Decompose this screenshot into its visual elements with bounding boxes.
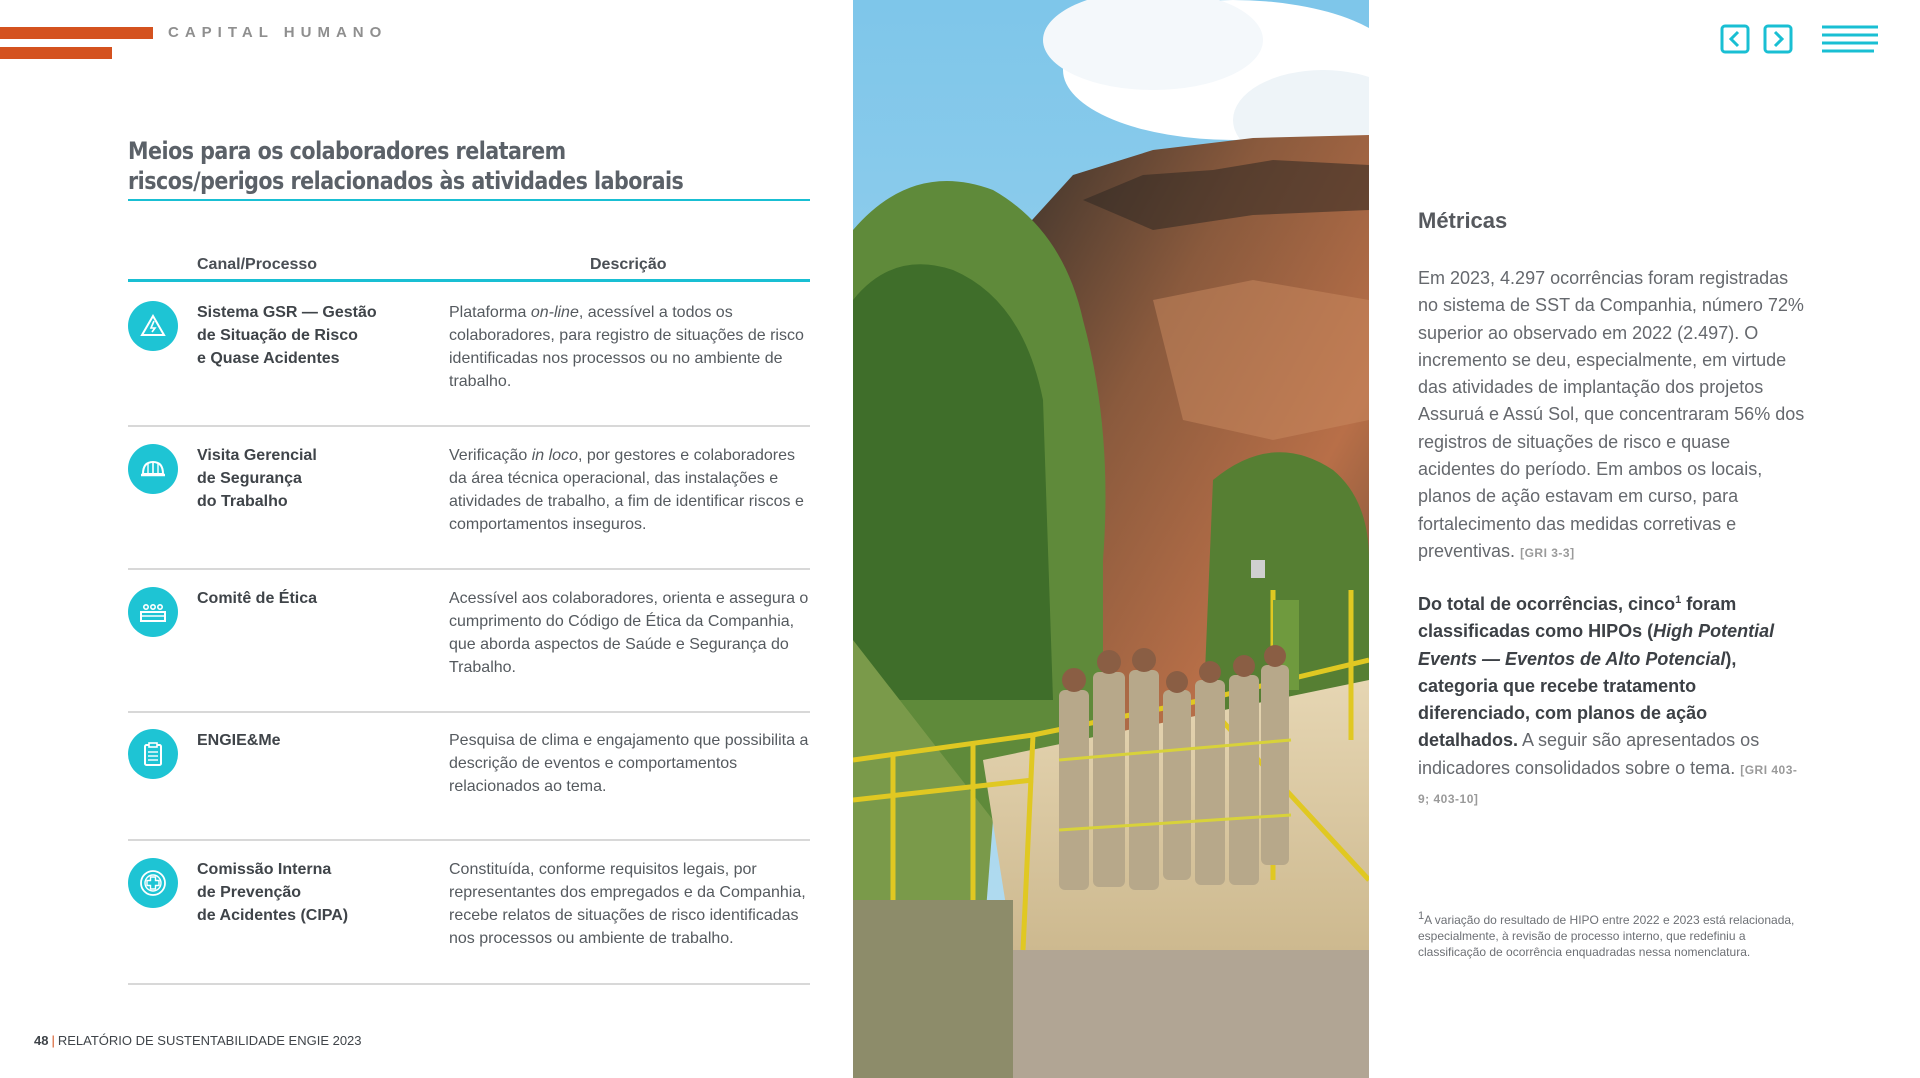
desc-text: , por gestores e colaboradores da área técnica operacional, das instalações e atividades de trabalho, a fim de identificar riscos e comportamentos inseguros. [449, 447, 804, 533]
warning-triangle-icon [128, 301, 178, 351]
desc-text: Constituída, conforme requisitos legais, por representantes dos empregados e da Companhia, recebe relatos de situações de risco identificadas nos processos ou ambiente de trabalho. [449, 861, 806, 947]
table-title [128, 136, 713, 196]
gri-reference: [GRI 3-3] [1520, 545, 1575, 560]
canal-name [197, 587, 397, 610]
clipboard-icon [128, 729, 178, 779]
paragraph-text: A seguir são apresentados os indicadores consolidados sobre o tema. [1418, 730, 1760, 778]
committee-people-icon [128, 587, 178, 637]
title-divider [128, 199, 810, 201]
canal-line: Visita Gerencial [197, 447, 317, 464]
accent-bar-top [0, 27, 153, 39]
canal-description [449, 301, 811, 393]
desc-text: Plataforma [449, 304, 531, 321]
canal-line: de Situação de Risco [197, 327, 358, 344]
footnote-text: A variação do resultado de HIPO entre 2022 e 2023 está relacionada, especialmente, à revisão de processo interno, que redefiniu a classificação de ocorrência enquadradas nessa nomenclatura. [1418, 913, 1795, 959]
table-title-line-2: riscos/perigos relacionados às atividades laborais [128, 167, 684, 195]
canal-name [197, 444, 397, 513]
desc-text: Pesquisa de clima e engajamento que possibilita a descrição de eventos e comportamentos relacionados ao tema. [449, 732, 809, 795]
canal-line: de Prevenção [197, 884, 302, 901]
hard-hat-icon [128, 444, 178, 494]
footnote-marker: 1 [1418, 910, 1425, 922]
desc-text: , acessível a todos os colaboradores, para registro de situações de risco identificadas nos processos ou no ambiente de trabalho. [449, 304, 804, 390]
accent-bar-bottom [0, 47, 112, 59]
canal-line: ENGIE&Me [197, 732, 281, 749]
gri-reference: [GRI 403-9; 403-10] [1418, 762, 1798, 807]
footnote-marker: 1 [1675, 594, 1682, 606]
page-footer [34, 1033, 362, 1048]
canal-line: Sistema GSR — Gestão [197, 304, 377, 321]
desc-text: Acessível aos colaboradores, orienta e assegura o cumprimento do Código de Ética da Companhia, que aborda aspectos de Saúde e Segurança do Trabalho. [449, 590, 809, 676]
column-header-descricao: Descrição [590, 256, 667, 273]
canal-description [449, 858, 811, 950]
canal-line: de Acidentes (CIPA) [197, 907, 349, 924]
canal-description [449, 444, 811, 536]
section-title: Métricas [1418, 208, 1508, 233]
footnote [1418, 912, 1808, 960]
canal-description [449, 587, 811, 679]
row-divider [128, 568, 810, 570]
menu-button[interactable] [1822, 24, 1878, 56]
table-title-line-1: Meios para os colaboradores relatarem [128, 137, 566, 165]
menu-lines-icon [1822, 27, 1878, 51]
metrics-paragraph-1 [1418, 265, 1808, 567]
header-divider [128, 279, 810, 282]
footer-separator: | [51, 1033, 55, 1048]
canal-line: de Segurança [197, 470, 302, 487]
canal-line: Comitê de Ética [197, 590, 318, 607]
desc-emphasis: on-line [530, 304, 579, 321]
paragraph-text: Em 2023, 4.297 ocorrências foram registradas no sistema de SST da Companhia, número 72% superior ao observado em 2022 (2.497). O incremento se deu, especialmente, em virtude das atividades de implantação dos projetos Assuruá e Assú Sol, que concentraram 56% dos registros de situações de risco e quase acidentes do período. Em ambos os locais, planos de ação estavam em curso, para fortalecimento das medidas corretivas e preventivas. [1418, 268, 1805, 561]
row-divider [128, 983, 810, 985]
metrics-paragraph-2 [1418, 591, 1808, 813]
bold-text: Do total de ocorrências, cinco [1418, 594, 1676, 614]
bold-text: ), categoria que recebe tratamento diferenciado, com planos de ação detalhados. [1418, 648, 1737, 751]
report-title: RELATÓRIO DE SUSTENTABILIDADE ENGIE 2023 [57, 1033, 362, 1048]
canal-line: do Trabalho [197, 493, 288, 510]
next-page-button[interactable] [1763, 24, 1793, 54]
prev-page-button[interactable] [1720, 24, 1750, 54]
canal-name [197, 729, 397, 752]
desc-emphasis: in loco [531, 447, 578, 464]
desc-text: Verificação [449, 447, 532, 464]
row-divider [128, 711, 810, 713]
canal-description [449, 729, 811, 798]
medical-cross-icon [128, 858, 178, 908]
canal-line: e Quase Acidentes [197, 350, 340, 367]
bold-emphasis: High Potential Events — Eventos de Alto Potencial [1418, 621, 1775, 669]
row-divider [128, 425, 810, 427]
team-photo [853, 0, 1369, 1078]
page-number: 48 [34, 1033, 49, 1048]
canal-name [197, 858, 397, 927]
chevron-left-icon [1722, 26, 1748, 52]
row-divider [128, 839, 810, 841]
canal-line: Comissão Interna [197, 861, 332, 878]
section-label: CAPITAL HUMANO [168, 24, 388, 41]
canal-name [197, 301, 397, 370]
team-photo-icon [853, 0, 1369, 1078]
bold-text: foram classificadas como HIPOs ( [1418, 594, 1737, 642]
column-header-canal: Canal/Processo [197, 256, 318, 273]
chevron-right-icon [1765, 26, 1791, 52]
